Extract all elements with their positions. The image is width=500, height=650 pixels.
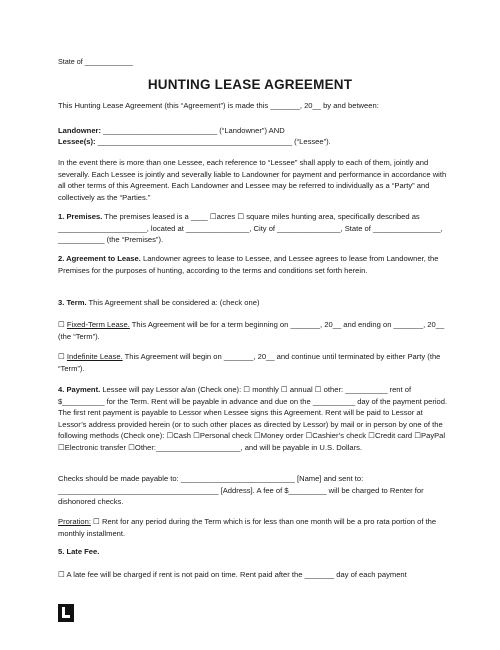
premises-text: The premises leased is a ____ ☐acres ☐ square miles hunting area, specifically described as _____________________, located at _______________, City of _______________, State of ________________, ___________ (the “Premises”). [58, 212, 443, 244]
late-fee-heading: 5. Late Fee. [58, 547, 100, 556]
lessee-label: Lessee(s): [58, 137, 96, 146]
term-section [58, 297, 450, 309]
premises-heading: 1. Premises. [58, 212, 103, 221]
proration-paragraph [58, 516, 450, 539]
proration-text: ☐ Rent for any period during the Term which is for less than one month will be a pro rata portion of the monthly installment. [58, 517, 437, 538]
general-paragraph: In the event there is more than one Lessee, each reference to “Lessee” shall apply to each of them, jointly and severally. Each Lessee is jointly and severally liable to Landowner for payment and performance in accordance with all other terms of this Agreement. Each Landowner and Lessee may be referred to individually as a “Party” and collectively as the “Parties.” [58, 158, 447, 202]
fixed-term-text: This Agreement will be for a term beginning on _______, 20__ and ending on _______, 20__ (the “Term”). [58, 320, 445, 341]
document-title: HUNTING LEASE AGREEMENT [147, 77, 353, 92]
fixed-term-option [58, 319, 450, 342]
term-heading: 3. Term. [58, 298, 87, 307]
intro-paragraph: This Hunting Lease Agreement (this “Agreement”) is made this _______, 20__ by and between: [58, 101, 379, 110]
indefinite-term-text: This Agreement will begin on _______, 20__ and continue until terminated by either Party (the “Term”). [58, 352, 441, 373]
agreement-heading: 2. Agreement to Lease. [58, 254, 141, 263]
indefinite-term-label: Indefinite Lease. [66, 352, 123, 361]
landowner-label: Landowner: [58, 126, 102, 135]
indefinite-term-option [58, 351, 450, 374]
state-line: State of ____________ [58, 57, 133, 66]
landowner-line [58, 125, 450, 137]
payment-section [58, 384, 450, 453]
agreement-text: Landowner agrees to lease to Lessee, and Lessee agrees to lease from Landowner, the Premises for the purposes of hunting, according to the terms and conditions set forth herein. [58, 254, 439, 275]
indefinite-term-checkbox[interactable]: ☐ [58, 352, 67, 361]
landowner-text: ___________________________ (“Landowner”) AND [101, 126, 285, 135]
lessee-line [58, 136, 450, 148]
late-fee-paragraph: ☐ A late fee will be charged if rent is not paid on time. Rent paid after the _______ day of each payment [58, 570, 407, 579]
brand-logo-icon [58, 604, 74, 622]
term-text: This Agreement shall be considered a: (check one) [86, 298, 260, 307]
payment-text: Lessee will pay Lessor a/an (Check one): ☐ monthly ☐ annual ☐ other: __________ rent of $__________ for the Term. Rent will be payable in advance and due on the __________ day of the payment period. The first rent payment is payable to Lessor when Lessee signs this Agreement. Rent will be paid to Lessor at Lessor’s address provided herein (or to such other places as directed by Lessor) by mail or in person by one of the following methods (Check one): ☐Cash ☐Personal check ☐Money order ☐Cashier’s check ☐Credit card ☐PayPal ☐Electronic transfer ☐Other:____________________, and will be payable in U.S. Dollars. [58, 385, 448, 452]
payment-heading: 4. Payment. [58, 385, 101, 394]
premises-section [58, 211, 450, 246]
agreement-section [58, 253, 450, 276]
checks-paragraph: Checks should be made payable to: ___________________________ [Name] and sent to: ______________________________________ [Address]. A fee of $_________ will be charged to Renter for dishonored checks. [58, 474, 424, 506]
fixed-term-checkbox[interactable]: ☐ [58, 320, 67, 329]
late-fee-section [58, 546, 450, 558]
fixed-term-label: Fixed-Term Lease. [66, 320, 130, 329]
lessee-text: ______________________________________________ (“Lessee”). [95, 137, 331, 146]
proration-label: Proration: [58, 517, 91, 526]
